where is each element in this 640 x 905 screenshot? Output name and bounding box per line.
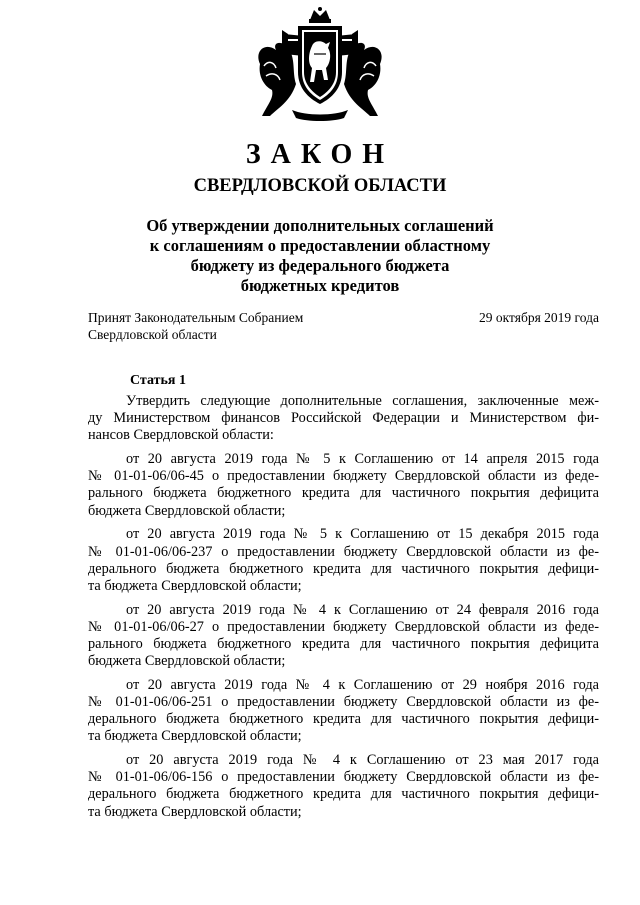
region-title: СВЕРДЛОВСКОЙ ОБЛАСТИ: [193, 176, 447, 196]
text-line: № 01-01-06/06-27 о предоставлении бюджету Свердловской области из феде-: [88, 618, 599, 635]
paragraph: [88, 393, 599, 445]
adoption-line: Свердловской области: [88, 327, 217, 342]
paragraph: [88, 526, 599, 595]
text-line: от 20 августа 2019 года № 4 к Соглашению от 23 мая 2017 года: [126, 752, 599, 769]
text-line: бюджета Свердловской области;: [88, 653, 286, 670]
text-line: дерального бюджета бюджетного кредита для частичного покрытия дефици-: [88, 560, 599, 577]
text-line: от 20 августа 2019 года № 4 к Соглашению от 29 ноября 2016 года: [126, 676, 599, 693]
text-line: ду Министерством финансов Российской Федерации и Министерством фи-: [88, 410, 599, 427]
coat-of-arms-icon: [252, 6, 388, 124]
subject-line: бюджетных кредитов: [240, 276, 400, 295]
text-line: от 20 августа 2019 года № 5 к Соглашению от 15 декабря 2015 года: [126, 526, 599, 543]
text-line: рального бюджета бюджетного кредита для частичного покрытия дефицита: [88, 485, 599, 502]
text-line: № 01-01-06/06-237 о предоставлении бюджету Свердловской области из фе-: [88, 543, 599, 560]
text-line: № 01-01-06/06-156 о предоставлении бюджету Свердловской области из фе-: [88, 769, 599, 786]
text-line: Утвердить следующие дополнительные соглашения, заключенные меж-: [126, 393, 599, 409]
text-line: та бюджета Свердловской области;: [88, 728, 302, 745]
law-title: ЗАКОН: [245, 139, 395, 170]
text-line: дерального бюджета бюджетного кредита для частичного покрытия дефици-: [88, 786, 599, 803]
text-line: от 20 августа 2019 года № 4 к Соглашению от 24 февраля 2016 года: [126, 601, 599, 618]
text-line: бюджета Свердловской области;: [88, 502, 286, 519]
law-subject: [80, 216, 560, 296]
adoption-line: Принят Законодательным Собранием: [88, 310, 304, 325]
text-line: дерального бюджета бюджетного кредита для частичного покрытия дефици-: [88, 711, 599, 728]
text-line: та бюджета Свердловской области;: [88, 803, 302, 820]
article-body: [88, 393, 599, 827]
paragraph: [88, 677, 599, 746]
article-heading: Статья 1: [130, 373, 186, 388]
text-line: нансов Свердловской области:: [88, 427, 274, 444]
paragraph: [88, 451, 599, 520]
text-line: № 01-01-06/06-251 о предоставлении бюджету Свердловской области из фе-: [88, 694, 599, 710]
paragraph: [88, 602, 599, 671]
text-line: рального бюджета бюджетного кредита для частичного покрытия дефицита: [88, 635, 599, 652]
subject-line: бюджету из федерального бюджета: [190, 256, 450, 275]
text-line: № 01-01-06/06-45 о предоставлении бюджету Свердловской области из феде-: [88, 468, 599, 485]
subject-line: к соглашениям о предоставлении областному: [149, 236, 491, 255]
text-line: та бюджета Свердловской области;: [88, 577, 302, 594]
subject-line: Об утверждении дополнительных соглашений: [146, 216, 494, 235]
adoption-statement: [88, 309, 303, 343]
text-line: от 20 августа 2019 года № 5 к Соглашению от 14 апреля 2015 года: [126, 451, 599, 468]
adoption-date: 29 октября 2019 года: [479, 310, 599, 325]
paragraph: [88, 752, 599, 821]
